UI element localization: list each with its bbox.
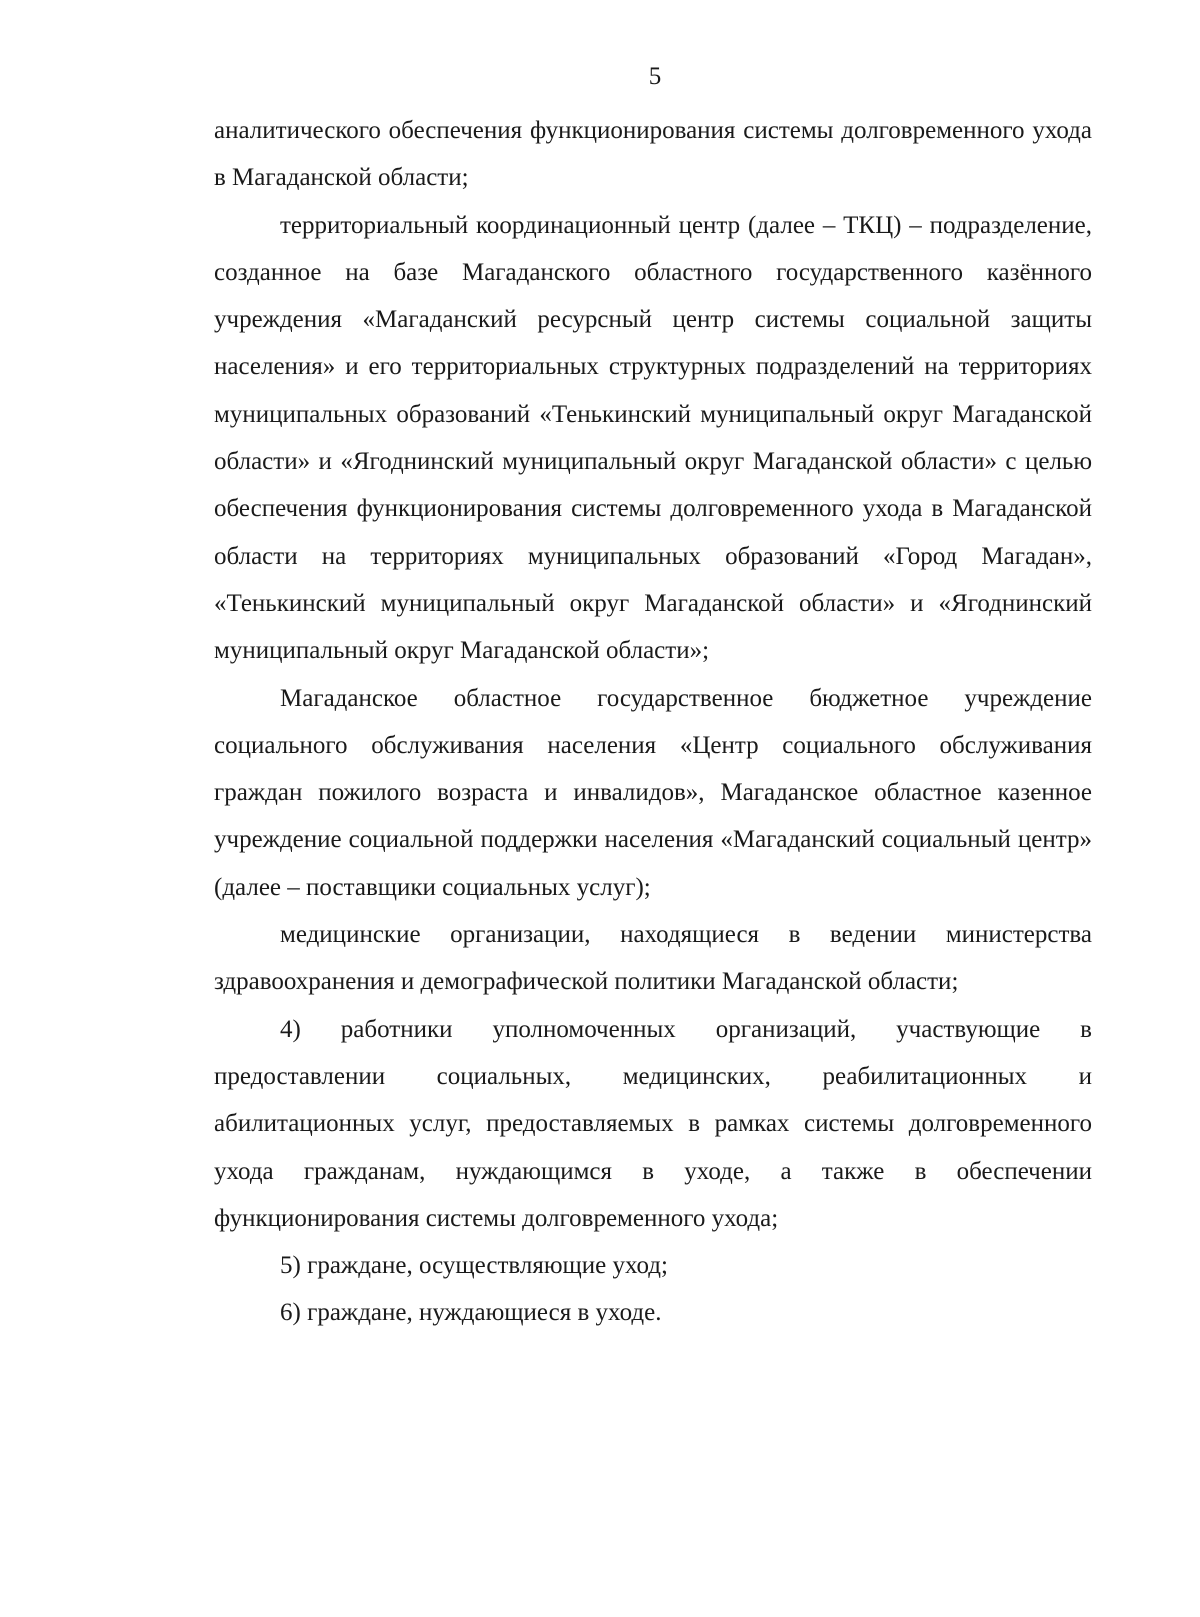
paragraph-item-6: 6) граждане, нуждающиеся в уходе. [280,1299,662,1327]
paragraph-item-5: 5) граждане, осуществляющие уход; [280,1252,668,1280]
paragraph-item-4: 4) работники уполномоченных организаций, участвующие в предоставлении социальных, медицинских, реабилитационных и абилитационных услуг, предоставляемых в рамках системы долговременного ухода гражданам, нуждающимся в уходе, а также в обеспечении функционирования системы долговременного ухода; [214,1015,1092,1232]
page-number: 5 [648,63,662,90]
paragraph-social-service-providers: Магаданское областное государственное бюджетное учреждение социального обслуживания населения «Центр социального обслуживания граждан пожилого возраста и инвалидов», Магаданское областное казенное учреждение социальной поддержки населения «Магаданский социальный центр» (далее – поставщики социальных услуг); [214,684,1092,901]
paragraph-medical-organizations: медицинские организации, находящиеся в ведении министерства здравоохранения и демографической политики Магаданской области; [214,921,1092,996]
paragraph-territorial-coordination-center: территориальный координационный центр (далее – ТКЦ) – подразделение, созданное на базе Магаданского областного государственного казённого учреждения «Магаданский ресурсный центр системы социальной защиты населения» и его территориальных структурных подразделений на территориях муниципальных образований «Тенькинский муниципальный округ Магаданской области» и «Ягоднинский муниципальный округ Магаданской области» с целью обеспечения функционирования системы долговременного ухода в Магаданской области на территориях муниципальных образований «Город Магадан», «Тенькинский муниципальный округ Магаданской области» и «Ягоднинский муниципальный округ Магаданской области»; [214,211,1092,665]
document-body [214,107,1092,1337]
paragraph-continuation: аналитического обеспечения функционирования системы долговременного ухода в Магаданской области; [214,117,1092,192]
